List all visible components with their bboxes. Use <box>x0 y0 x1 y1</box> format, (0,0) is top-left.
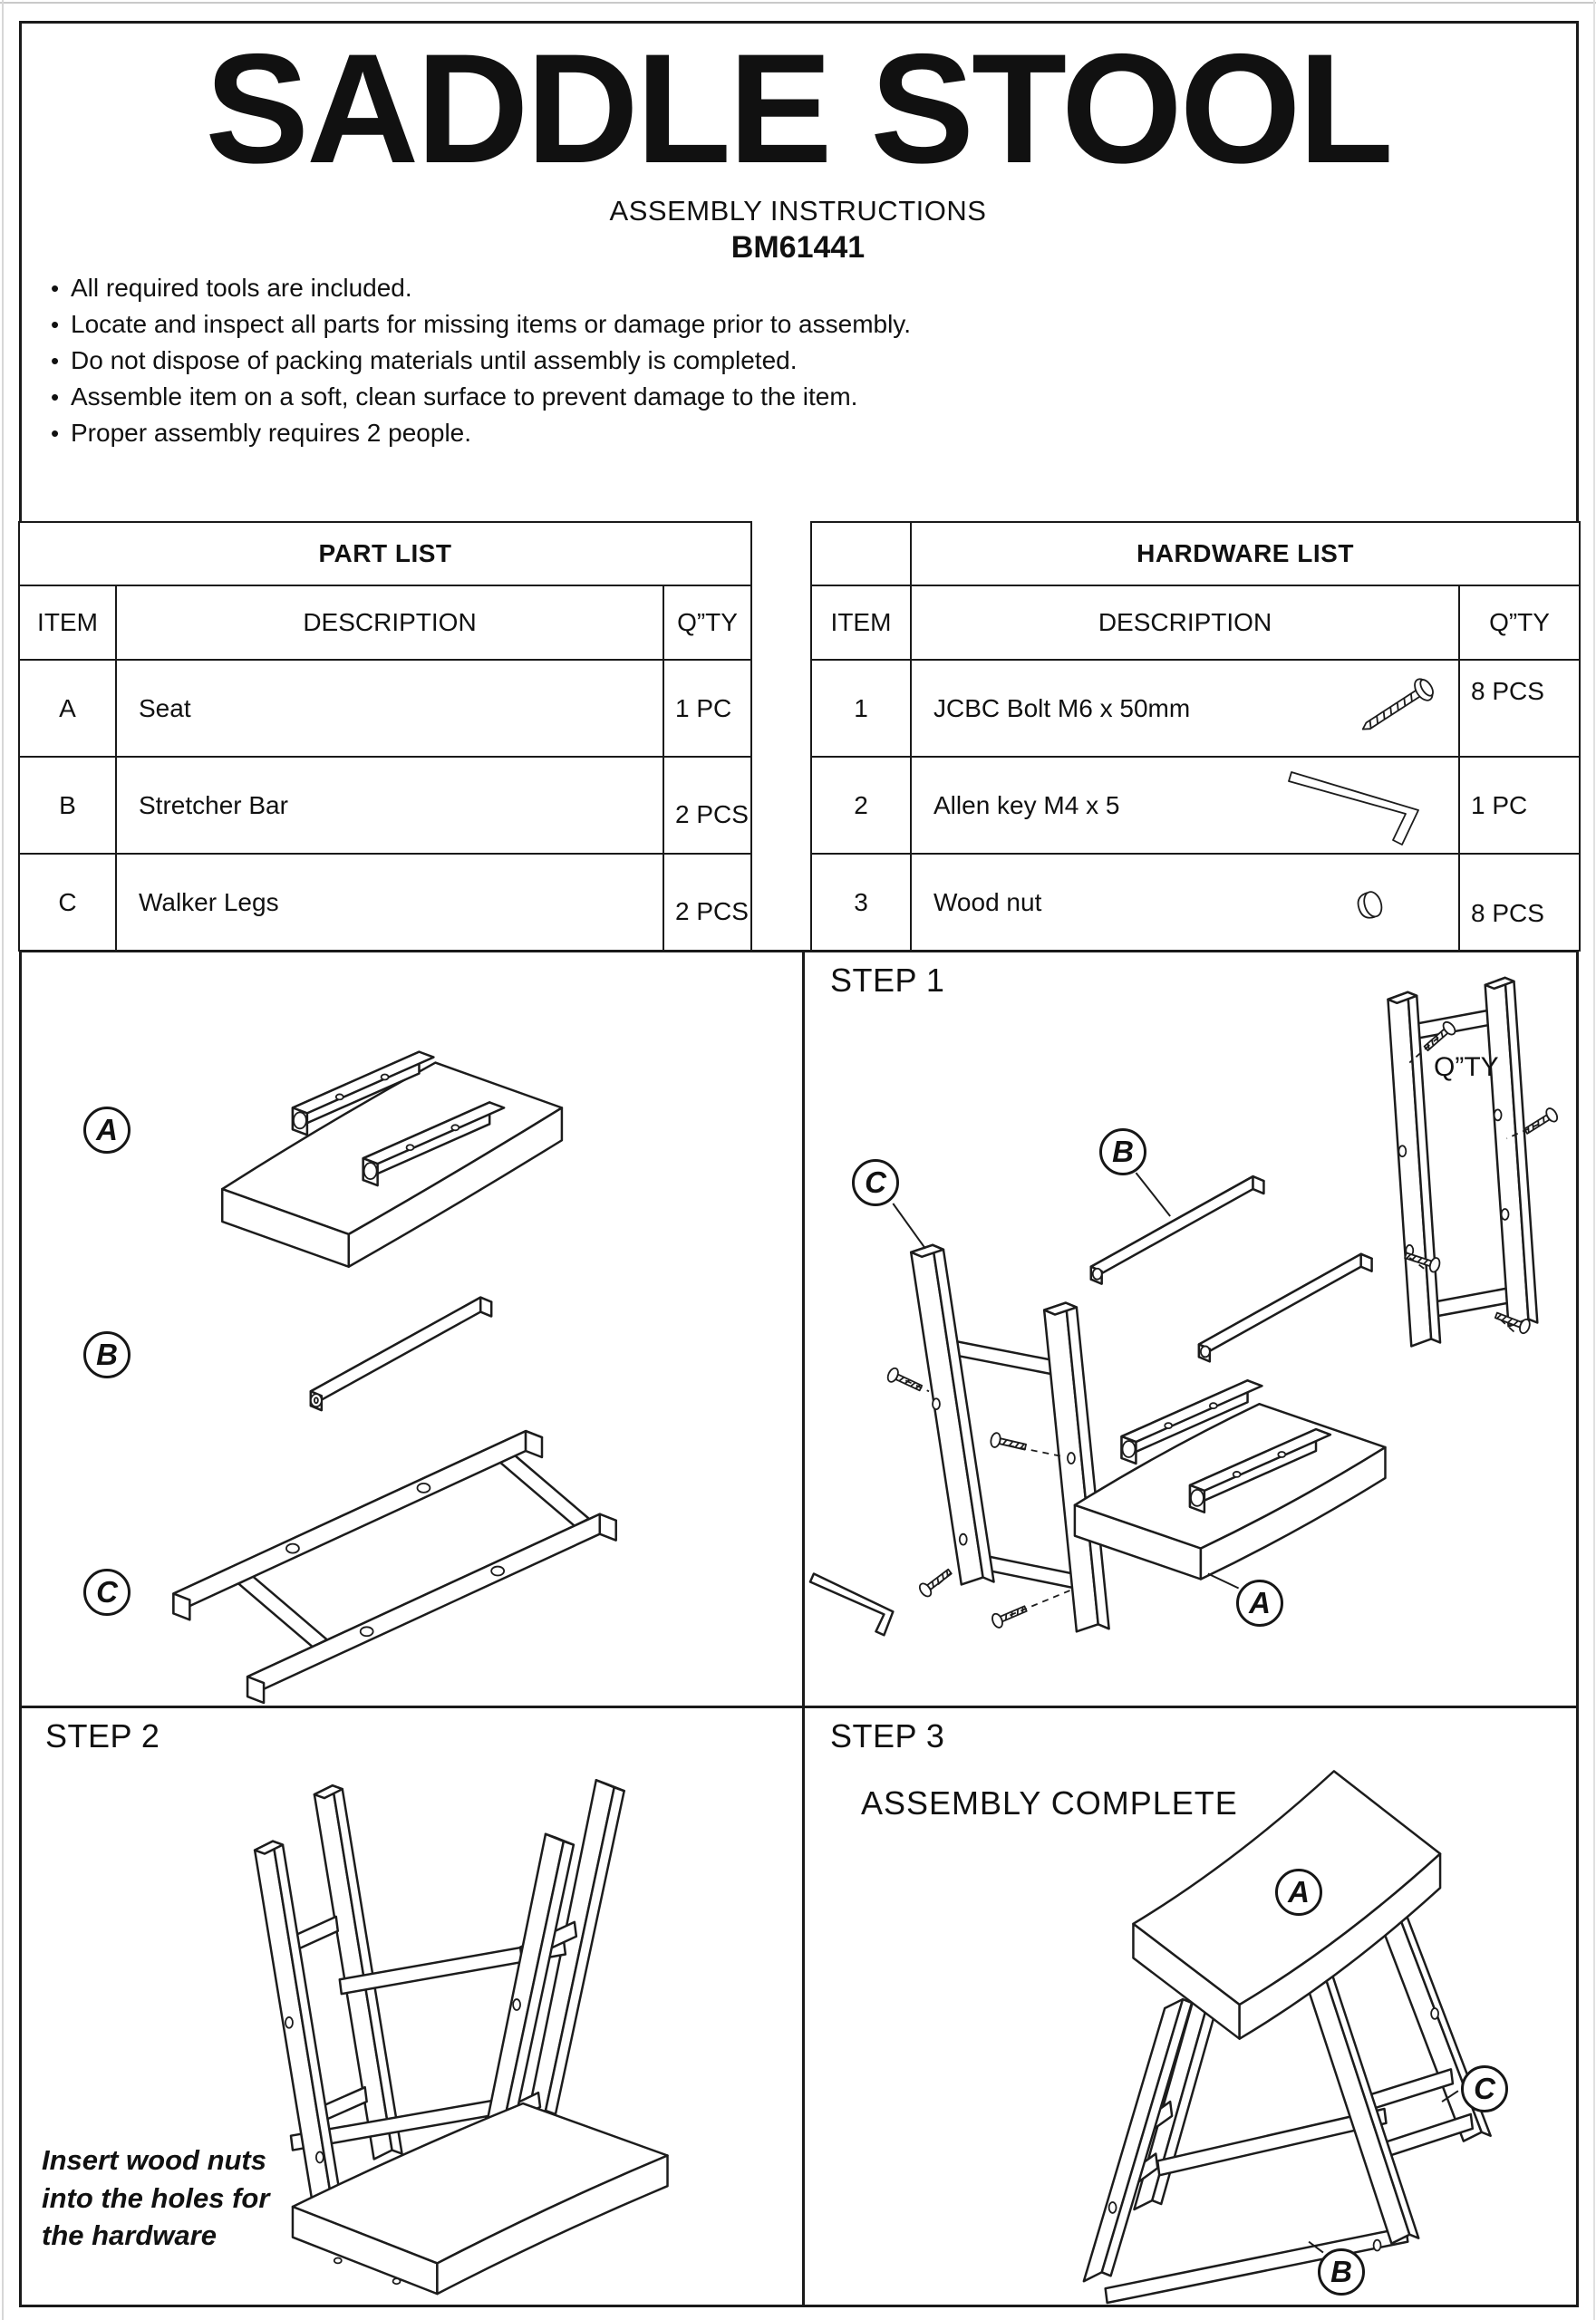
page-edge-right <box>1593 0 1595 2320</box>
part-label-b: B <box>83 1331 131 1378</box>
step2-note: Insert wood nuts into the holes for the hardware <box>42 2144 270 2252</box>
note-text: Locate and inspect all parts for missing items or damage prior to assembly. <box>71 310 912 338</box>
parts-diagram-panel <box>22 952 805 1708</box>
hardware-description-text: Allen key M4 x 5 <box>933 790 1120 819</box>
leg-frame-right-drawing <box>1388 978 1537 1347</box>
column-header-item: ITEM <box>811 585 911 660</box>
hardware-description-text: JCBC Bolt M6 x 50mm <box>933 693 1191 722</box>
part-list-table <box>18 521 752 952</box>
step2-panel <box>22 1708 805 2305</box>
hardware-list-title: HARDWARE LIST <box>911 522 1580 585</box>
table-row <box>19 757 751 854</box>
seat-drawing <box>1075 1380 1386 1579</box>
part-label-c: C <box>83 1569 131 1616</box>
column-header-item: ITEM <box>19 585 116 660</box>
hardware-description <box>911 757 1459 854</box>
note-item <box>51 343 911 379</box>
table-row <box>811 660 1580 757</box>
part-description: Walker Legs <box>116 854 663 951</box>
corner-cell <box>811 522 911 585</box>
part-label-b: B <box>1099 1128 1146 1175</box>
hardware-item: 3 <box>811 854 911 951</box>
part-item: B <box>19 757 116 854</box>
part-label-a: A <box>1236 1580 1283 1627</box>
assembled-stool-drawing <box>1084 1771 1491 2303</box>
bolt-icon <box>1353 672 1451 748</box>
wood-nut-icon <box>1349 884 1389 927</box>
part-label-a: A <box>83 1107 131 1154</box>
hardware-qty: 8 PCS <box>1459 854 1580 951</box>
note-text: Proper assembly requires 2 people. <box>71 419 472 447</box>
step3-panel <box>805 1708 1576 2305</box>
bullet-icon: • <box>51 420 60 447</box>
page-title: SADDLE STOOL <box>205 22 1391 196</box>
model-number: BM61441 <box>730 230 866 265</box>
stray-qty-text: Q”TY <box>1434 1052 1499 1082</box>
step2-title: STEP 2 <box>45 1717 160 1754</box>
bullet-icon: • <box>51 347 60 374</box>
table-row <box>19 660 751 757</box>
step1-panel <box>805 952 1576 1708</box>
hardware-item: 1 <box>811 660 911 757</box>
column-header-qty: Q”TY <box>1459 585 1580 660</box>
diagram-grid <box>19 950 1579 2307</box>
upside-down-stool-drawing <box>255 1780 667 2294</box>
part-qty: 2 PCS <box>663 757 751 854</box>
part-label-b: B <box>1318 2248 1365 2296</box>
note-text: All required tools are included. <box>71 274 412 302</box>
note-item <box>51 270 911 306</box>
hardware-description <box>911 660 1459 757</box>
part-description: Stretcher Bar <box>116 757 663 854</box>
walker-legs-drawing <box>173 1431 615 1703</box>
part-label-a: A <box>1275 1869 1322 1916</box>
note-text: Assemble item on a soft, clean surface to prevent damage to the item. <box>71 382 858 411</box>
part-label-c: C <box>852 1159 899 1206</box>
stretcher-bar-drawing <box>311 1298 491 1411</box>
column-header-description: DESCRIPTION <box>911 585 1459 660</box>
hardware-list-table <box>810 521 1581 952</box>
hardware-qty: 1 PC <box>1459 757 1580 854</box>
table-row <box>811 757 1580 854</box>
hardware-description-text: Wood nut <box>933 887 1042 916</box>
stretcher-bar-drawing <box>1091 1176 1264 1284</box>
leader-line-c <box>893 1204 925 1249</box>
leader-line-a <box>1208 1574 1239 1589</box>
table-row <box>19 854 751 951</box>
bullet-icon: • <box>51 383 60 411</box>
note-item <box>51 379 911 415</box>
hardware-description <box>911 854 1459 951</box>
part-qty: 2 PCS <box>663 854 751 951</box>
hardware-item: 2 <box>811 757 911 854</box>
part-list-title: PART LIST <box>19 522 751 585</box>
note-text: Do not dispose of packing materials until assembly is completed. <box>71 346 798 374</box>
part-description: Seat <box>116 660 663 757</box>
hardware-qty: 8 PCS <box>1459 660 1580 757</box>
assembly-notes <box>51 270 911 451</box>
parts-diagram-drawing <box>22 952 802 1706</box>
leader-line-b <box>1136 1173 1170 1216</box>
page-edge-top <box>0 2 1596 4</box>
column-header-description: DESCRIPTION <box>116 585 663 660</box>
part-item: C <box>19 854 116 951</box>
note-item <box>51 306 911 343</box>
step1-title: STEP 1 <box>830 962 945 999</box>
page-subtitle: ASSEMBLY INSTRUCTIONS <box>609 195 987 227</box>
leg-frame-left-drawing <box>911 1245 1108 1631</box>
page-edge-left <box>2 0 4 2320</box>
note-item <box>51 415 911 451</box>
step3-title: STEP 3 <box>830 1717 945 1754</box>
bullet-icon: • <box>51 275 60 302</box>
table-row <box>811 854 1580 951</box>
bullet-icon: • <box>51 311 60 338</box>
seat-drawing <box>222 1052 562 1267</box>
column-header-qty: Q”TY <box>663 585 751 660</box>
allen-key-icon <box>1286 763 1446 850</box>
assembly-complete-text: ASSEMBLY COMPLETE <box>861 1784 1238 1822</box>
stretcher-bar-drawing <box>1199 1254 1372 1362</box>
part-item: A <box>19 660 116 757</box>
allen-key-drawing <box>810 1574 893 1636</box>
part-label-c: C <box>1461 2065 1508 2112</box>
part-qty: 1 PC <box>663 660 751 757</box>
